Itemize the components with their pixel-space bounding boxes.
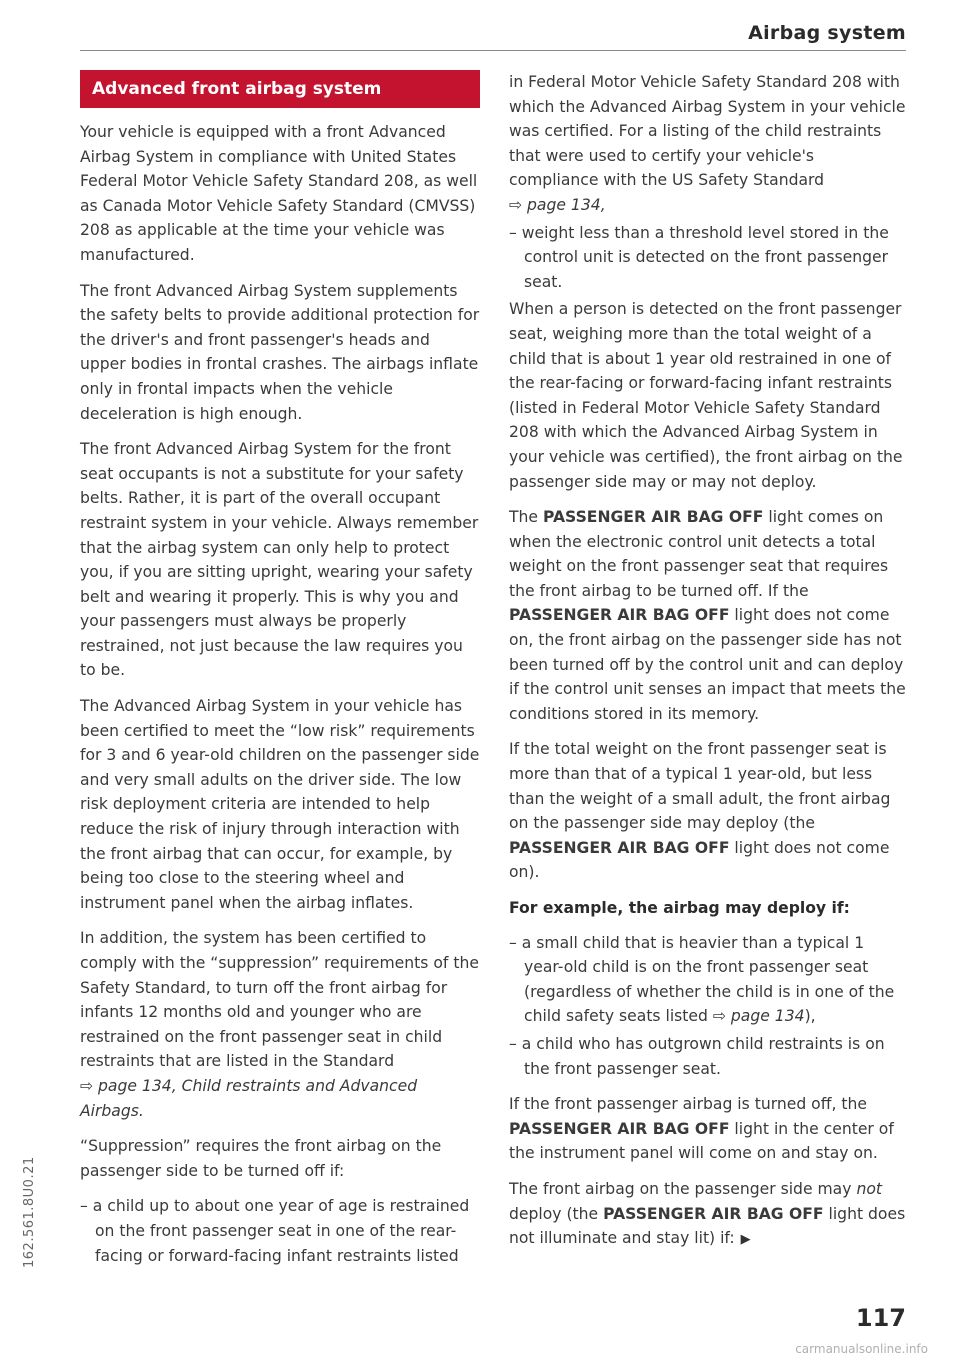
page-number: 117: [855, 1304, 906, 1332]
paragraph: [509, 1092, 907, 1166]
text: If the total weight on the front passenger seat is more than that of a typical 1 year-old, but less than the weight of a small adult, the front airbag on the passenger side may deploy (the: [509, 740, 891, 833]
list-item: – a child up to about one year of age is restrained on the front passenger seat in one of the rear-facing or forward-facing infant restraints listed: [80, 1197, 470, 1265]
page-reference-link[interactable]: ⇨ page 134, Child restraints and Advanced Airbags.: [80, 1076, 418, 1120]
paragraph-continued: [509, 70, 907, 218]
side-code: 162.561.8U0.21: [22, 1156, 37, 1268]
paragraph: When a person is detected on the front passenger seat, weighing more than the total weight of a child that is about 1 year old restrained in one of the rear-facing or forward-facing infant restraints (listed in Federal Motor Vehicle Safety Standard 208 with which the Advanced Airbag System in your vehicle was certified), the front airbag on the passenger side may or may not deploy.: [509, 300, 903, 491]
paragraph: [509, 505, 907, 726]
page-reference-link[interactable]: ⇨ page 134: [712, 1007, 805, 1026]
page-reference-link[interactable]: ⇨ page 134,: [509, 195, 606, 214]
list-item: [509, 931, 907, 1029]
paragraph: The front Advanced Airbag System supplements the safety belts to provide additional protection for the driver's and front passenger's heads and upper bodies in frontal crashes. The airbags inflate only in frontal impacts when the vehicle deceleration is high enough.: [80, 281, 480, 423]
text: The front airbag on the passenger side may: [509, 1179, 857, 1198]
list-item: – a child who has outgrown child restraints is on the front passenger seat.: [509, 1034, 885, 1078]
left-column: [80, 70, 480, 1271]
paragraph-text: in Federal Motor Vehicle Safety Standard 208 with which the Advanced Airbag System in your vehicle was certified. For a listing of the child restraints that were used to certify your vehicle's compliance with the US Safety Standard: [509, 73, 906, 190]
right-column: [509, 70, 907, 1264]
emphasis: not: [856, 1179, 882, 1198]
subheading: For example, the airbag may deploy if:: [509, 899, 850, 917]
text: light does not illuminate and stay lit) if:: [509, 1204, 906, 1248]
indicator-label: PASSENGER AIR BAG OFF: [509, 606, 730, 625]
paragraph-text: In addition, the system has been certified to comply with the “suppression” requirements of the Safety Standard, to turn off the front airbag for infants 12 months old and younger who are restrained on the front passenger seat in child restraints that are listed in the Standard: [80, 929, 479, 1071]
list-item: – weight less than a threshold level stored in the control unit is detected on the front passenger seat.: [509, 223, 889, 291]
indicator-label: PASSENGER AIR BAG OFF: [509, 838, 730, 857]
continue-arrow-icon: ▶: [740, 1232, 751, 1248]
indicator-label: PASSENGER AIR BAG OFF: [603, 1204, 824, 1223]
text: light comes on when the electronic control unit detects a total weight on the front passenger seat that requires the front airbag to be turned off. If the: [509, 508, 889, 600]
text: If the front passenger airbag is turned off, the: [509, 1095, 867, 1114]
running-head: Airbag system: [748, 22, 906, 44]
text: light does not come on).: [509, 838, 890, 882]
text: light does not come on, the front airbag on the passenger side has not been turned off by the control unit and can deploy if the control unit senses an impact that meets the conditions stored in its memory.: [509, 606, 906, 723]
indicator-label: PASSENGER AIR BAG OFF: [542, 508, 764, 527]
paragraph: [509, 1177, 907, 1253]
section-title: Advanced front airbag system: [80, 70, 480, 108]
text: ),: [804, 1007, 816, 1026]
text: deploy (the: [509, 1204, 604, 1223]
paragraph: Your vehicle is equipped with a front Advanced Airbag System in compliance with United States Federal Motor Vehicle Safety Standard 208, as well as Canada Motor Vehicle Safety Standard (CMVSS) 208 as applicable at the time your vehicle was manufactured.: [80, 123, 478, 264]
watermark: carmanualsonline.info: [795, 1342, 928, 1356]
paragraph: [80, 926, 480, 1123]
paragraph: The Advanced Airbag System in your vehicle has been certified to meet the “low risk” requirements for 3 and 6 year-old children on the passenger side and very small adults on the driver side. The low risk deployment criteria are intended to help reduce the risk of injury through interaction with the front airbag that can occur, for example, by being too close to the steering wheel and instrument panel when the airbag inflates.: [80, 697, 480, 912]
paragraph: [509, 737, 907, 885]
text: light in the center of the instrument panel will come on and stay on.: [509, 1119, 894, 1163]
paragraph: The front Advanced Airbag System for the front seat occupants is not a substitute for your safety belts. Rather, it is part of the overall occupant restraint system in your vehicle. Always remember that the airbag system can only help to protect you, if you are sitting upright, wearing your safety belt and wearing it properly. This is why you and your passengers must always be properly restrained, not just because the law requires you to be.: [80, 440, 479, 680]
text: The: [509, 508, 543, 527]
header-rule: [80, 50, 906, 51]
paragraph: “Suppression” requires the front airbag on the passenger side to be turned off if:: [80, 1137, 442, 1180]
text: – a small child that is heavier than a typical 1 year-old child is on the front passenger seat (regardless of whether the child is in one of the child safety seats listed: [509, 933, 895, 1026]
indicator-label: PASSENGER AIR BAG OFF: [509, 1119, 730, 1138]
